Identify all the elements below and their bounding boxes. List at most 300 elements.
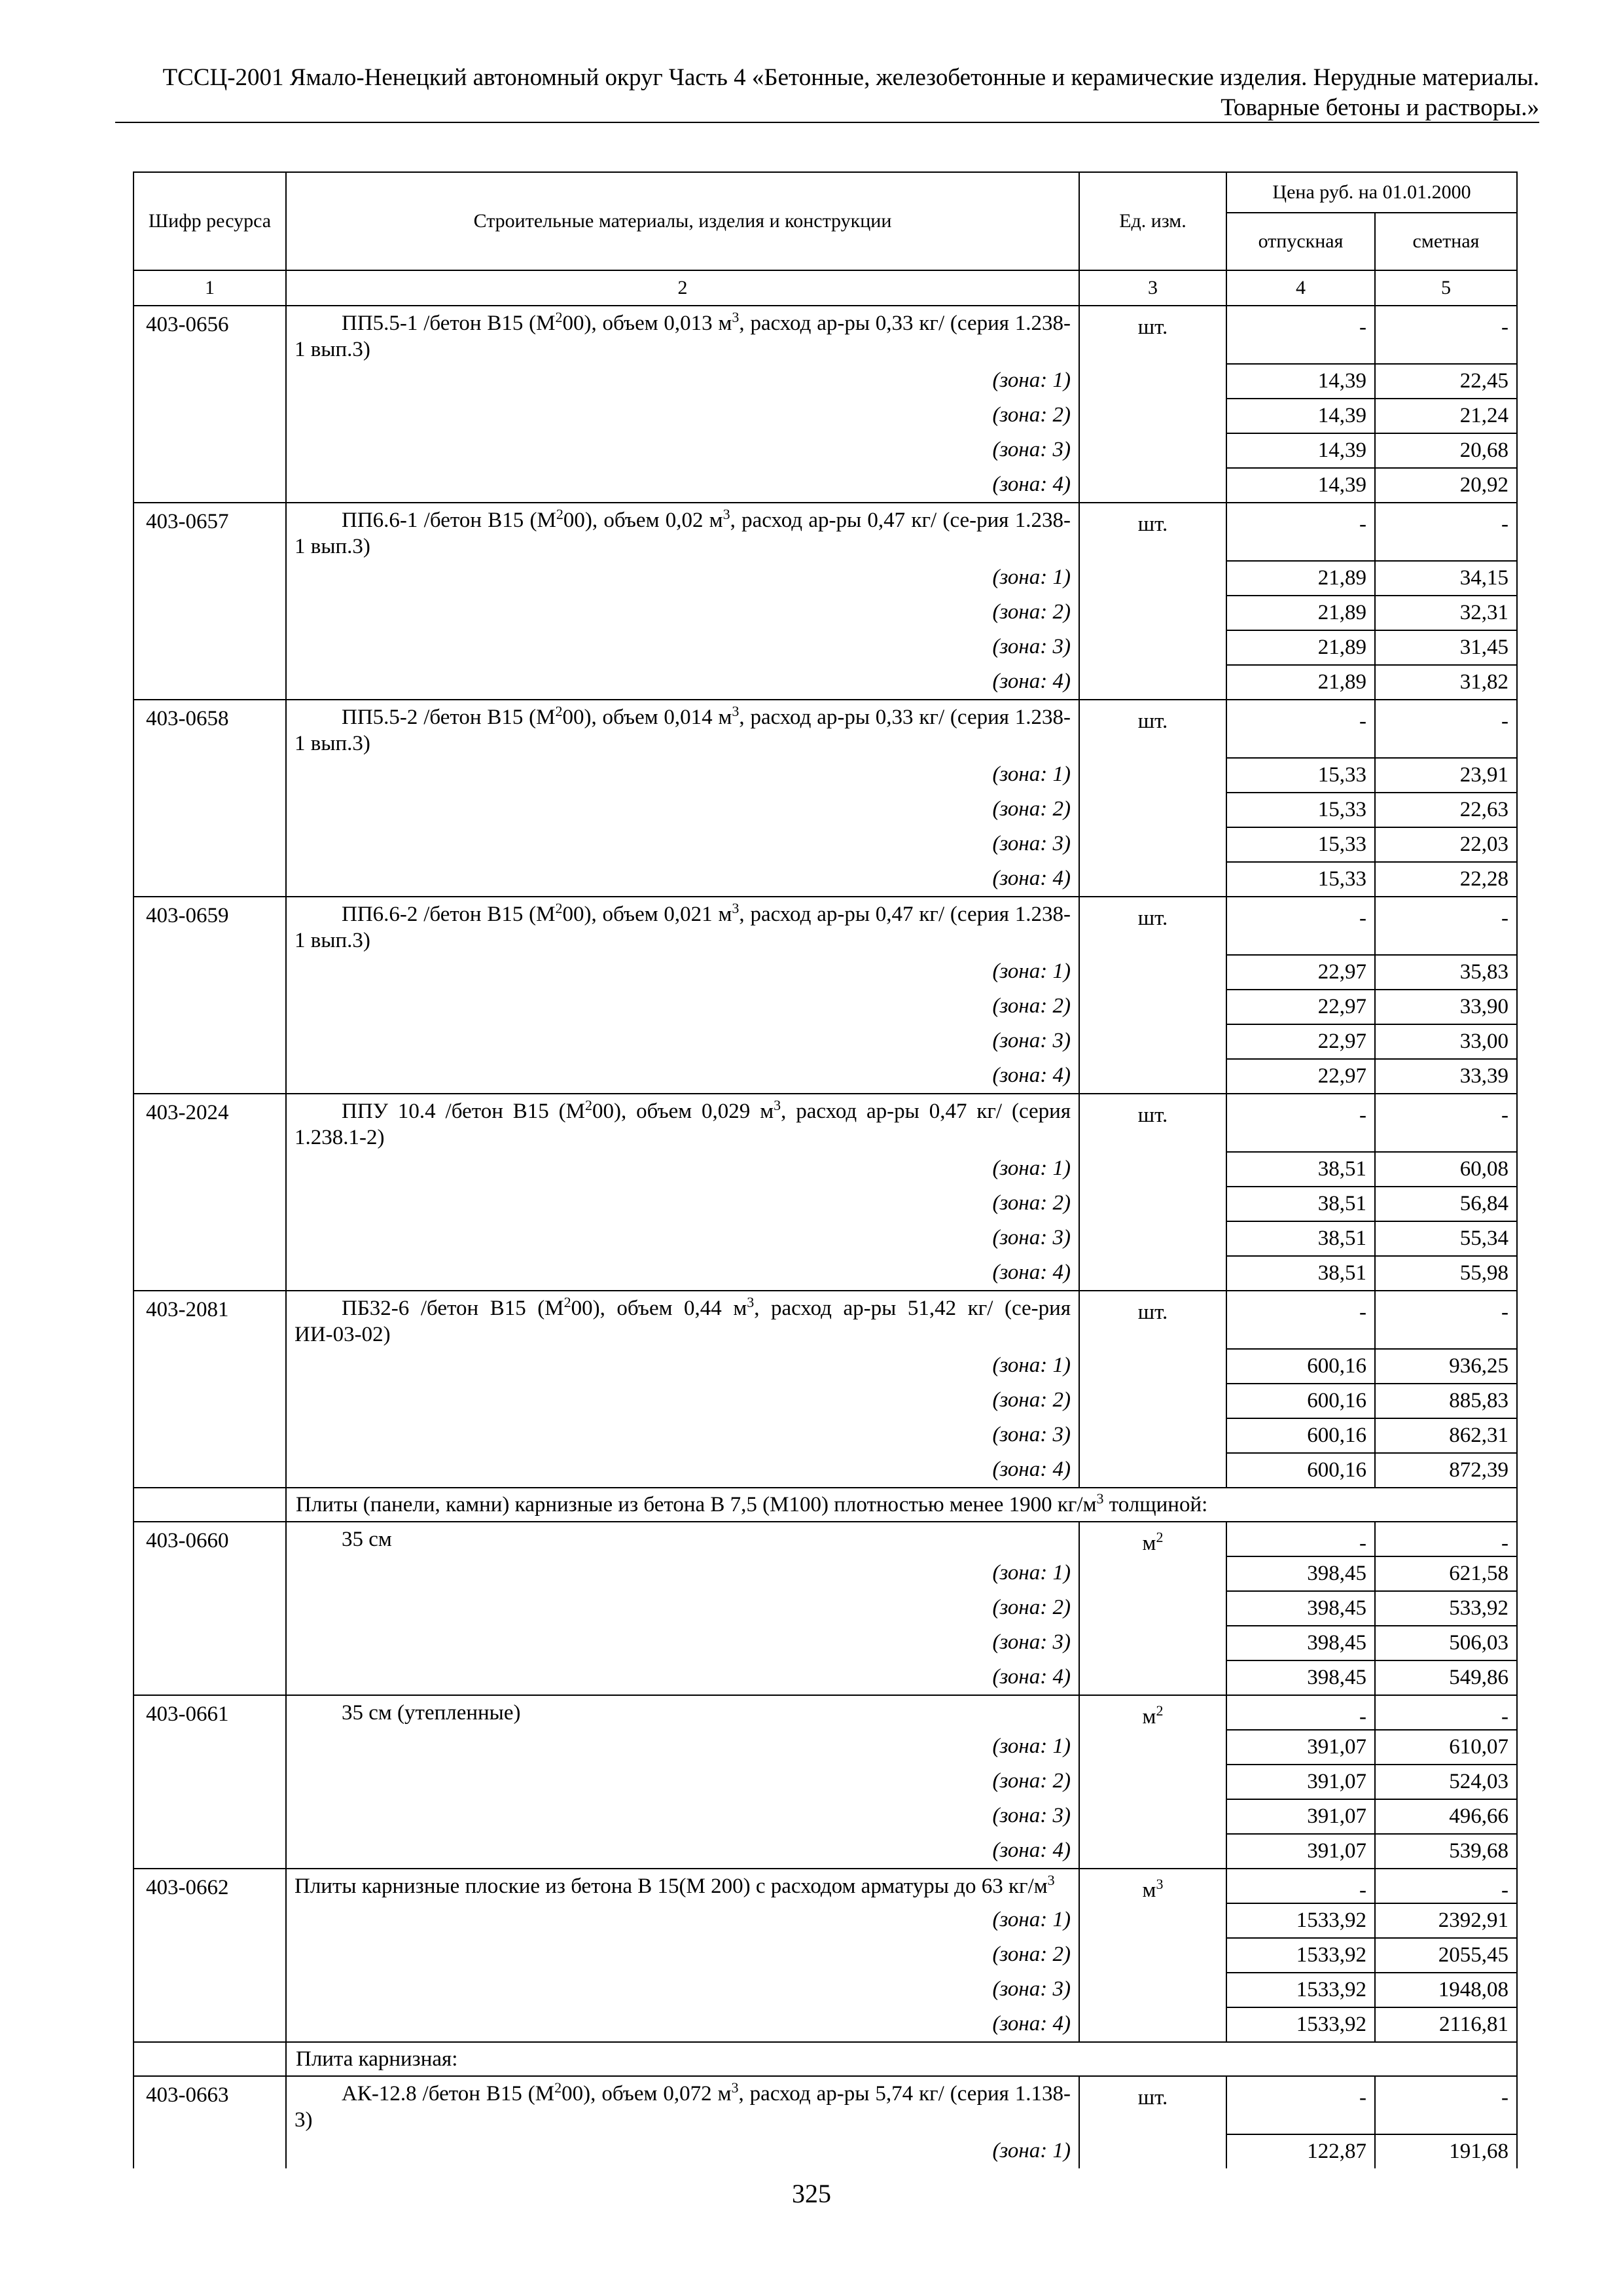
price-release: - xyxy=(1226,1291,1375,1349)
price-estimate: 22,45 xyxy=(1375,364,1517,399)
zone-unit-cell xyxy=(1079,1556,1226,1591)
zone-row xyxy=(134,1187,1517,1221)
zone-unit-cell xyxy=(1079,1453,1226,1488)
zone-unit-cell xyxy=(1079,862,1226,897)
price-release: - xyxy=(1226,700,1375,758)
zone-code-cell xyxy=(134,1973,286,2007)
zone-row xyxy=(134,758,1517,793)
price-estimate: 20,92 xyxy=(1375,468,1517,503)
zone-row xyxy=(134,399,1517,433)
price-release: 1533,92 xyxy=(1226,1973,1375,2007)
price-estimate: 885,83 xyxy=(1375,1384,1517,1418)
price-release: 391,07 xyxy=(1226,1730,1375,1765)
section-code-cell xyxy=(134,1488,286,1522)
unit-label: м xyxy=(1142,1532,1156,1555)
material-description xyxy=(286,1522,1079,1556)
zone-code-cell xyxy=(134,1799,286,1834)
zone-code-cell xyxy=(134,561,286,596)
price-release: 600,16 xyxy=(1226,1349,1375,1384)
zone-row xyxy=(134,1024,1517,1059)
zone-label: (зона: 2) xyxy=(286,793,1079,827)
price-estimate: 31,82 xyxy=(1375,665,1517,700)
resource-code: 403-0656 xyxy=(134,306,286,364)
zone-unit-cell xyxy=(1079,364,1226,399)
zone-row xyxy=(134,468,1517,503)
zone-code-cell xyxy=(134,1152,286,1187)
col-header-estimate: сметная xyxy=(1375,213,1517,270)
price-estimate: 2055,45 xyxy=(1375,1938,1517,1973)
unit-label: шт. xyxy=(1137,512,1168,536)
price-release: - xyxy=(1226,897,1375,955)
resource-code: 403-0662 xyxy=(134,1869,286,1903)
price-estimate: 22,63 xyxy=(1375,793,1517,827)
desc-part: 00), объем 0,013 м xyxy=(562,312,732,335)
section-text: Плита карнизная: xyxy=(296,2047,458,2071)
price-release: 21,89 xyxy=(1226,596,1375,630)
zone-unit-cell xyxy=(1079,1765,1226,1799)
zone-label: (зона: 2) xyxy=(286,596,1079,630)
zone-code-cell xyxy=(134,596,286,630)
material-description xyxy=(286,503,1079,561)
price-release: 14,39 xyxy=(1226,433,1375,468)
col-number-2: 2 xyxy=(286,270,1079,306)
section-row xyxy=(134,1488,1517,1522)
table-row xyxy=(134,700,1517,758)
price-estimate: - xyxy=(1375,1695,1517,1730)
zone-unit-cell xyxy=(1079,1834,1226,1869)
price-release: 21,89 xyxy=(1226,630,1375,665)
unit-label: шт. xyxy=(1137,2086,1168,2109)
price-release: - xyxy=(1226,1695,1375,1730)
unit-sup: 2 xyxy=(1156,1529,1164,1545)
resource-code: 403-2081 xyxy=(134,1291,286,1349)
desc-part: ПП6.6-1 /бетон В15 (М xyxy=(342,509,556,532)
zone-row xyxy=(134,793,1517,827)
zone-unit-cell xyxy=(1079,433,1226,468)
price-estimate: 33,90 xyxy=(1375,990,1517,1024)
unit-cell xyxy=(1079,700,1226,758)
unit-label: шт. xyxy=(1137,1103,1168,1127)
table-row xyxy=(134,1695,1517,1730)
zone-label: (зона: 4) xyxy=(286,2007,1079,2042)
unit-cell xyxy=(1079,1869,1226,1903)
unit-label: м xyxy=(1142,1878,1156,1902)
desc-part: 00), объем 0,44 м xyxy=(571,1297,747,1320)
desc-part: ПП6.6-2 /бетон В15 (М xyxy=(342,903,556,926)
zone-code-cell xyxy=(134,665,286,700)
zone-label: (зона: 1) xyxy=(286,1152,1079,1187)
price-release: - xyxy=(1226,2076,1375,2134)
desc-part: , расход ар-ры 51,42 кг/ (се-рия ИИ-03-02) xyxy=(294,1297,1071,1346)
price-release: 398,45 xyxy=(1226,1591,1375,1626)
zone-label: (зона: 2) xyxy=(286,1938,1079,1973)
zone-unit-cell xyxy=(1079,990,1226,1024)
col-number-1: 1 xyxy=(134,270,286,306)
zone-unit-cell xyxy=(1079,827,1226,862)
zone-code-cell xyxy=(134,1256,286,1291)
zone-row xyxy=(134,1660,1517,1695)
unit-label: шт. xyxy=(1137,709,1168,733)
price-release: 22,97 xyxy=(1226,1059,1375,1094)
desc-part: 35 см (утепленные) xyxy=(342,1701,521,1725)
price-release: 600,16 xyxy=(1226,1453,1375,1488)
zone-unit-cell xyxy=(1079,2007,1226,2042)
zone-code-cell xyxy=(134,1730,286,1765)
price-estimate: 862,31 xyxy=(1375,1418,1517,1453)
zone-label: (зона: 3) xyxy=(286,1799,1079,1834)
zone-label: (зона: 1) xyxy=(286,1903,1079,1938)
section-sup: 3 xyxy=(1096,1490,1104,1507)
price-release: 22,97 xyxy=(1226,1024,1375,1059)
unit-cell xyxy=(1079,2076,1226,2134)
price-release: 1533,92 xyxy=(1226,2007,1375,2042)
zone-code-cell xyxy=(134,1591,286,1626)
price-estimate: 549,86 xyxy=(1375,1660,1517,1695)
zone-row xyxy=(134,1591,1517,1626)
price-estimate: 2116,81 xyxy=(1375,2007,1517,2042)
price-estimate: 506,03 xyxy=(1375,1626,1517,1660)
desc-part: 35 см xyxy=(342,1528,392,1551)
resource-code: 403-0658 xyxy=(134,700,286,758)
zone-code-cell xyxy=(134,399,286,433)
zone-row xyxy=(134,433,1517,468)
zone-code-cell xyxy=(134,1765,286,1799)
material-description xyxy=(286,2076,1079,2134)
price-estimate: 20,68 xyxy=(1375,433,1517,468)
zone-unit-cell xyxy=(1079,1938,1226,1973)
zone-unit-cell xyxy=(1079,596,1226,630)
section-title xyxy=(286,1488,1517,1522)
zone-unit-cell xyxy=(1079,399,1226,433)
zone-code-cell xyxy=(134,433,286,468)
zone-label: (зона: 2) xyxy=(286,990,1079,1024)
zone-label: (зона: 3) xyxy=(286,827,1079,862)
zone-unit-cell xyxy=(1079,1024,1226,1059)
desc-part: , расход ар-ры 0,33 кг/ (серия 1.238-1 вып.3) xyxy=(294,312,1071,361)
desc-sup: 3 xyxy=(732,703,740,719)
price-release: 14,39 xyxy=(1226,364,1375,399)
desc-part: ПБ32-6 /бетон В15 (М xyxy=(342,1297,564,1320)
zone-code-cell xyxy=(134,862,286,897)
unit-cell xyxy=(1079,897,1226,955)
zone-row xyxy=(134,1221,1517,1256)
desc-sup: 3 xyxy=(732,309,740,325)
zone-unit-cell xyxy=(1079,955,1226,990)
col-number-4: 4 xyxy=(1226,270,1375,306)
zone-row xyxy=(134,1453,1517,1488)
price-release: - xyxy=(1226,503,1375,561)
unit-sup: 3 xyxy=(1156,1876,1164,1892)
zone-label: (зона: 3) xyxy=(286,1024,1079,1059)
material-description xyxy=(286,700,1079,758)
desc-sup: 3 xyxy=(722,506,730,522)
zone-label: (зона: 1) xyxy=(286,758,1079,793)
price-estimate: - xyxy=(1375,700,1517,758)
zone-label: (зона: 1) xyxy=(286,561,1079,596)
zone-unit-cell xyxy=(1079,1187,1226,1221)
col-header-price: Цена руб. на 01.01.2000 xyxy=(1226,172,1517,213)
zone-label: (зона: 4) xyxy=(286,468,1079,503)
section-text: Плиты (панели, камни) карнизные из бетона В 7,5 (М100) плотностью менее 1900 кг/м xyxy=(296,1493,1097,1516)
section-code-cell xyxy=(134,2042,286,2076)
zone-unit-cell xyxy=(1079,1418,1226,1453)
zone-label: (зона: 4) xyxy=(286,1834,1079,1869)
zone-unit-cell xyxy=(1079,1660,1226,1695)
col-number-5: 5 xyxy=(1375,270,1517,306)
zone-code-cell xyxy=(134,2134,286,2168)
zone-code-cell xyxy=(134,793,286,827)
zone-row xyxy=(134,1384,1517,1418)
zone-unit-cell xyxy=(1079,1903,1226,1938)
zone-label: (зона: 1) xyxy=(286,2134,1079,2168)
zone-unit-cell xyxy=(1079,468,1226,503)
price-release: 15,33 xyxy=(1226,758,1375,793)
zone-label: (зона: 1) xyxy=(286,1730,1079,1765)
zone-row xyxy=(134,1799,1517,1834)
zone-label: (зона: 2) xyxy=(286,1765,1079,1799)
table-row xyxy=(134,1291,1517,1349)
price-estimate: 22,03 xyxy=(1375,827,1517,862)
zone-code-cell xyxy=(134,1418,286,1453)
zone-code-cell xyxy=(134,1834,286,1869)
zone-row xyxy=(134,955,1517,990)
price-estimate: - xyxy=(1375,1869,1517,1903)
zone-row xyxy=(134,1938,1517,1973)
zone-label: (зона: 4) xyxy=(286,665,1079,700)
desc-sup: 3 xyxy=(774,1097,781,1113)
price-release: 22,97 xyxy=(1226,990,1375,1024)
zone-code-cell xyxy=(134,468,286,503)
zone-label: (зона: 4) xyxy=(286,1453,1079,1488)
zone-code-cell xyxy=(134,827,286,862)
zone-label: (зона: 4) xyxy=(286,1256,1079,1291)
zone-code-cell xyxy=(134,1384,286,1418)
desc-part: ППУ 10.4 /бетон В15 (М xyxy=(342,1100,585,1123)
zone-row xyxy=(134,1152,1517,1187)
zone-row xyxy=(134,1834,1517,1869)
price-release: 38,51 xyxy=(1226,1221,1375,1256)
price-release: 1533,92 xyxy=(1226,1938,1375,1973)
desc-sup: 2 xyxy=(554,2079,562,2096)
zone-label: (зона: 3) xyxy=(286,630,1079,665)
table-row xyxy=(134,306,1517,364)
zone-unit-cell xyxy=(1079,2134,1226,2168)
zone-label: (зона: 4) xyxy=(286,1660,1079,1695)
zone-code-cell xyxy=(134,955,286,990)
col-header-name: Строительные материалы, изделия и конструкции xyxy=(286,172,1079,270)
price-release: - xyxy=(1226,1522,1375,1556)
price-release: 398,45 xyxy=(1226,1556,1375,1591)
zone-unit-cell xyxy=(1079,758,1226,793)
table-row xyxy=(134,2076,1517,2134)
desc-part: 00), объем 0,029 м xyxy=(592,1100,774,1123)
desc-sup: 3 xyxy=(731,2079,739,2096)
price-estimate: 21,24 xyxy=(1375,399,1517,433)
zone-row xyxy=(134,1059,1517,1094)
zone-label: (зона: 2) xyxy=(286,1384,1079,1418)
desc-sup: 3 xyxy=(1047,1872,1055,1888)
zone-unit-cell xyxy=(1079,1256,1226,1291)
price-estimate: 35,83 xyxy=(1375,955,1517,990)
price-release: 14,39 xyxy=(1226,399,1375,433)
col-header-release: отпускная xyxy=(1226,213,1375,270)
desc-part: ПП5.5-1 /бетон В15 (М xyxy=(342,312,556,335)
section-title xyxy=(286,2042,1517,2076)
desc-part: 00), объем 0,072 м xyxy=(562,2082,732,2106)
price-estimate: - xyxy=(1375,1522,1517,1556)
col-header-unit: Ед. изм. xyxy=(1079,172,1226,270)
zone-row xyxy=(134,2134,1517,2168)
zone-unit-cell xyxy=(1079,1730,1226,1765)
unit-cell xyxy=(1079,1094,1226,1152)
zone-code-cell xyxy=(134,758,286,793)
desc-part: 00), объем 0,02 м xyxy=(563,509,723,532)
zone-row xyxy=(134,596,1517,630)
zone-code-cell xyxy=(134,1349,286,1384)
desc-part: АК-12.8 /бетон В15 (М xyxy=(342,2082,555,2106)
price-estimate: 33,39 xyxy=(1375,1059,1517,1094)
zone-row xyxy=(134,1903,1517,1938)
resource-code: 403-2024 xyxy=(134,1094,286,1152)
price-release: 21,89 xyxy=(1226,665,1375,700)
price-estimate: - xyxy=(1375,897,1517,955)
zone-unit-cell xyxy=(1079,1221,1226,1256)
desc-sup: 2 xyxy=(556,506,563,522)
price-release: 38,51 xyxy=(1226,1256,1375,1291)
price-release: 391,07 xyxy=(1226,1799,1375,1834)
unit-label: шт. xyxy=(1137,315,1168,339)
resource-code: 403-0660 xyxy=(134,1522,286,1556)
price-estimate: 55,34 xyxy=(1375,1221,1517,1256)
desc-part: , расход ар-ры 0,47 кг/ (се-рия 1.238-1 вып.3) xyxy=(294,509,1071,558)
zone-row xyxy=(134,630,1517,665)
price-release: 38,51 xyxy=(1226,1152,1375,1187)
desc-part: ПП5.5-2 /бетон В15 (М xyxy=(342,706,556,729)
zone-row xyxy=(134,862,1517,897)
zone-label: (зона: 2) xyxy=(286,1187,1079,1221)
zone-code-cell xyxy=(134,1024,286,1059)
price-release: 122,87 xyxy=(1226,2134,1375,2168)
zone-unit-cell xyxy=(1079,1626,1226,1660)
header-line-1: ТССЦ-2001 Ямало-Ненецкий автономный округ Часть 4 «Бетонные, железобетонные и керамические изделия. Нерудные материалы. xyxy=(162,64,1539,91)
unit-sup: 2 xyxy=(1156,1702,1164,1719)
desc-sup: 2 xyxy=(584,1097,592,1113)
price-table xyxy=(133,171,1518,2168)
price-release: 15,33 xyxy=(1226,862,1375,897)
zone-code-cell xyxy=(134,1556,286,1591)
zone-row xyxy=(134,1418,1517,1453)
price-estimate: 34,15 xyxy=(1375,561,1517,596)
zone-label: (зона: 1) xyxy=(286,364,1079,399)
desc-part: 00), объем 0,021 м xyxy=(562,903,732,926)
zone-unit-cell xyxy=(1079,630,1226,665)
price-estimate: - xyxy=(1375,2076,1517,2134)
price-release: - xyxy=(1226,1094,1375,1152)
price-estimate: 1948,08 xyxy=(1375,1973,1517,2007)
price-release: 398,45 xyxy=(1226,1660,1375,1695)
unit-cell xyxy=(1079,1291,1226,1349)
table-row xyxy=(134,1522,1517,1556)
table-row xyxy=(134,897,1517,955)
zone-code-cell xyxy=(134,1660,286,1695)
zone-row xyxy=(134,990,1517,1024)
resource-code: 403-0663 xyxy=(134,2076,286,2134)
price-estimate: - xyxy=(1375,503,1517,561)
zone-unit-cell xyxy=(1079,1349,1226,1384)
price-release: 14,39 xyxy=(1226,468,1375,503)
material-description xyxy=(286,306,1079,364)
header-rule xyxy=(115,122,1539,123)
zone-unit-cell xyxy=(1079,1799,1226,1834)
zone-label: (зона: 3) xyxy=(286,1973,1079,2007)
page-number: 325 xyxy=(792,2179,831,2208)
zone-code-cell xyxy=(134,1453,286,1488)
zone-unit-cell xyxy=(1079,1591,1226,1626)
table-row xyxy=(134,503,1517,561)
zone-row xyxy=(134,364,1517,399)
desc-sup: 3 xyxy=(732,900,740,916)
zone-unit-cell xyxy=(1079,1152,1226,1187)
desc-part: 00), объем 0,014 м xyxy=(562,706,732,729)
price-estimate: 2392,91 xyxy=(1375,1903,1517,1938)
material-description xyxy=(286,1094,1079,1152)
zone-row xyxy=(134,1973,1517,2007)
zone-label: (зона: 2) xyxy=(286,1591,1079,1626)
desc-part: , расход ар-ры 5,74 кг/ (серия 1.138-3) xyxy=(294,2082,1071,2132)
zone-code-cell xyxy=(134,364,286,399)
price-estimate: 533,92 xyxy=(1375,1591,1517,1626)
zone-code-cell xyxy=(134,990,286,1024)
price-release: 391,07 xyxy=(1226,1765,1375,1799)
zone-label: (зона: 4) xyxy=(286,1059,1079,1094)
price-release: 600,16 xyxy=(1226,1418,1375,1453)
unit-label: шт. xyxy=(1137,1300,1168,1324)
price-release: 600,16 xyxy=(1226,1384,1375,1418)
price-estimate: 22,28 xyxy=(1375,862,1517,897)
unit-cell xyxy=(1079,1522,1226,1556)
material-description xyxy=(286,897,1079,955)
price-estimate: 621,58 xyxy=(1375,1556,1517,1591)
zone-row xyxy=(134,1626,1517,1660)
zone-label: (зона: 4) xyxy=(286,862,1079,897)
unit-label: м xyxy=(1142,1705,1156,1729)
price-estimate: 524,03 xyxy=(1375,1765,1517,1799)
price-release: - xyxy=(1226,306,1375,364)
zone-unit-cell xyxy=(1079,1384,1226,1418)
price-estimate: - xyxy=(1375,1094,1517,1152)
material-description xyxy=(286,1695,1079,1730)
zone-unit-cell xyxy=(1079,665,1226,700)
desc-part: , расход ар-ры 0,47 кг/ (серия 1.238-1 вып.3) xyxy=(294,903,1071,952)
zone-row xyxy=(134,2007,1517,2042)
material-description xyxy=(286,1291,1079,1349)
zone-code-cell xyxy=(134,2007,286,2042)
desc-sup: 2 xyxy=(563,1294,571,1310)
price-release: 15,33 xyxy=(1226,827,1375,862)
zone-row xyxy=(134,1730,1517,1765)
zone-code-cell xyxy=(134,1626,286,1660)
price-release: - xyxy=(1226,1869,1375,1903)
unit-label: шт. xyxy=(1137,906,1168,930)
price-estimate: 872,39 xyxy=(1375,1453,1517,1488)
resource-code: 403-0661 xyxy=(134,1695,286,1730)
zone-label: (зона: 1) xyxy=(286,955,1079,990)
price-estimate: 191,68 xyxy=(1375,2134,1517,2168)
price-estimate: 31,45 xyxy=(1375,630,1517,665)
price-estimate: - xyxy=(1375,306,1517,364)
price-estimate: 496,66 xyxy=(1375,1799,1517,1834)
price-estimate: 23,91 xyxy=(1375,758,1517,793)
